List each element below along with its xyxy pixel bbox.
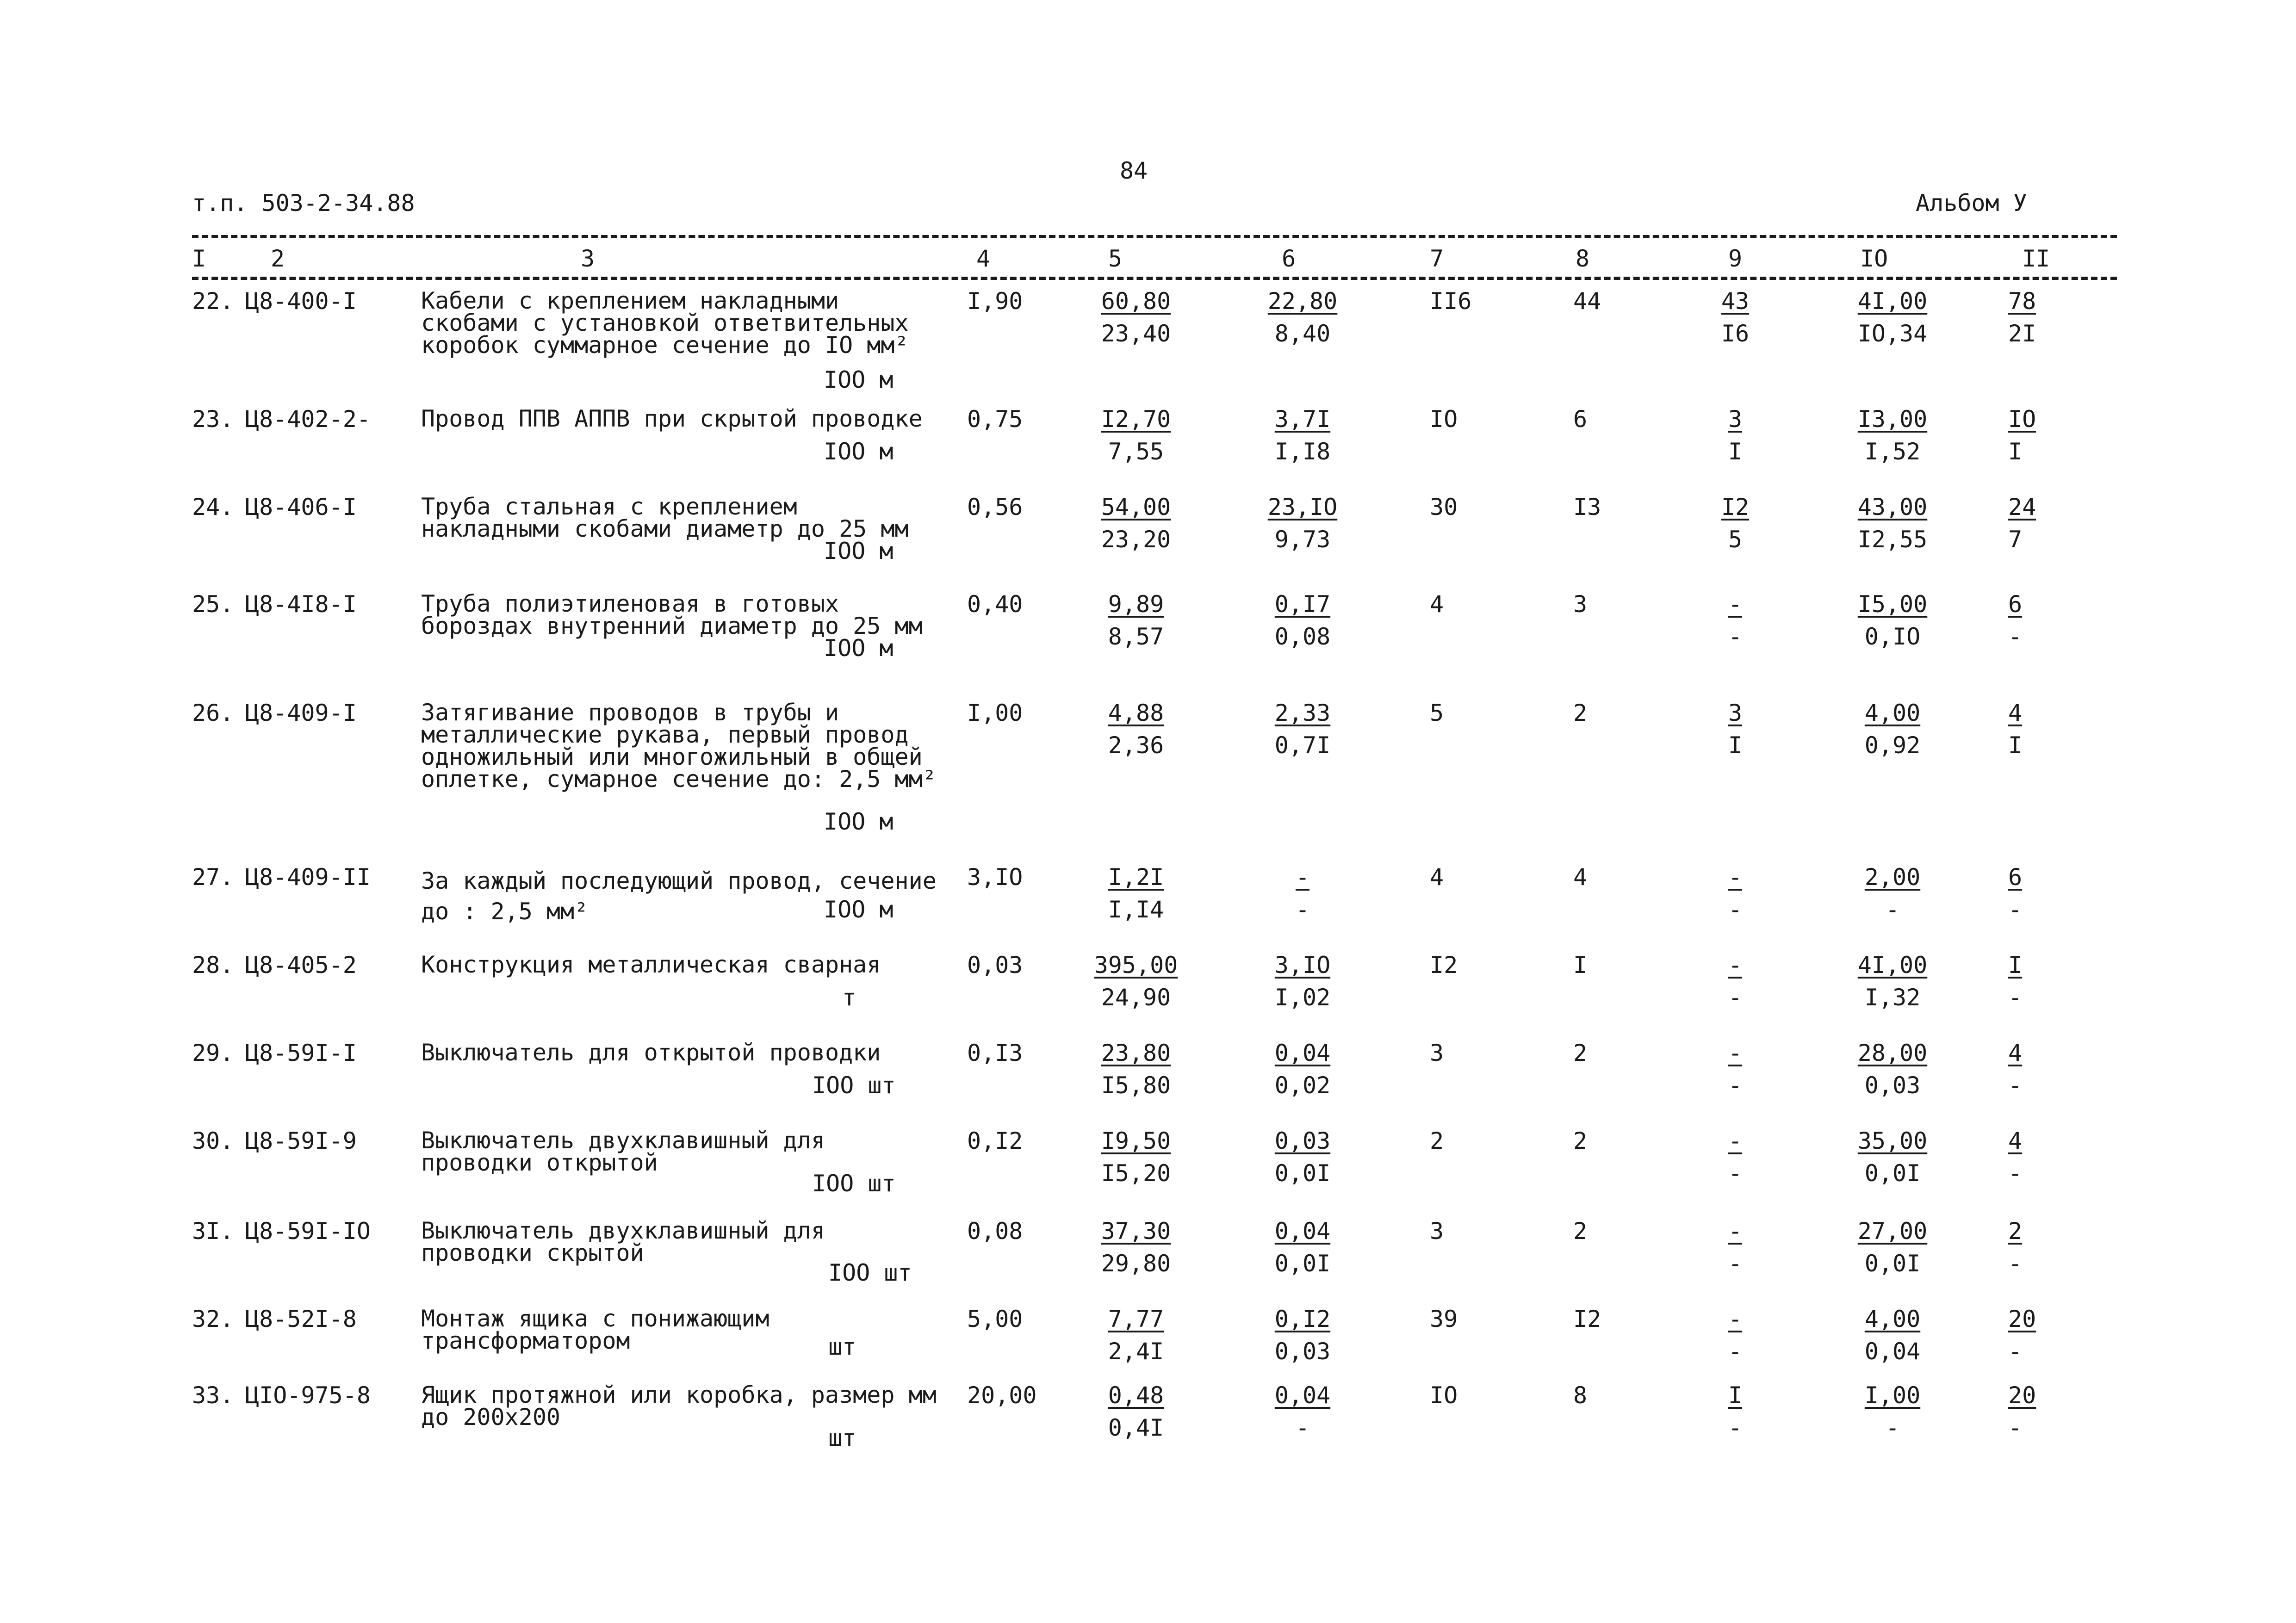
work-description: Выключатель двухклавишный для проводки скрытой [421, 1217, 825, 1266]
cell-col5: I,2I I,I4 [1108, 864, 1164, 923]
col-number-7: 7 [1430, 245, 1444, 272]
cell-col11: IO I [2008, 406, 2036, 465]
cell-col6: 3,IO I,02 [1274, 952, 1331, 1011]
measure-unit: IOO м [824, 438, 894, 465]
cell-col6: 22,80 8,40 [1267, 288, 1338, 347]
cell-col4: I,00 [967, 700, 1023, 726]
cell-col5: 4,88 2,36 [1108, 700, 1164, 759]
row-number: 30. [192, 1127, 234, 1154]
table-row [0, 1029, 2296, 1117]
cell-col4: 0,40 [967, 591, 1023, 618]
table-row [0, 1208, 2296, 1295]
work-description: Труба полиэтиленовая в готовых бороздах внутренний диаметр до 25 мм [421, 590, 923, 639]
work-description: Ящик протяжной или коробка, размер мм до 200х200 [421, 1381, 937, 1431]
cell-col11: 4 - [2008, 1040, 2023, 1099]
cell-col5: 395,00 24,90 [1094, 952, 1178, 1011]
cell-col8: I2 [1573, 1306, 1601, 1332]
table-row [0, 396, 2296, 483]
cell-col5: I2,70 7,55 [1101, 406, 1171, 465]
cell-col5: 7,77 2,4I [1108, 1306, 1164, 1365]
measure-unit: IOO шт [812, 1170, 896, 1197]
cell-col4: 5,00 [967, 1306, 1023, 1332]
cell-col8: 2 [1573, 1218, 1588, 1245]
table-row [0, 854, 2296, 942]
cell-col8: 3 [1573, 591, 1588, 618]
work-description: Монтаж ящика с понижающим трансформатором [421, 1305, 769, 1354]
rate-code: Ц8-52I-8 [245, 1306, 357, 1332]
cell-col6: 0,04 0,02 [1274, 1040, 1331, 1099]
cell-col5: 23,80 I5,80 [1101, 1040, 1171, 1099]
cell-col10: 4I,00 IO,34 [1857, 288, 1928, 347]
cell-col9: - - [1728, 1040, 1743, 1099]
cell-col7: 30 [1430, 494, 1458, 520]
cell-col8: 8 [1573, 1382, 1588, 1409]
cell-col5: 54,00 23,20 [1101, 494, 1171, 553]
measure-unit: IOO м [824, 366, 894, 393]
col-number-6: 6 [1282, 245, 1296, 272]
cell-col8: I [1573, 952, 1588, 979]
cell-col10: 2,00 - [1864, 864, 1921, 923]
rate-code: Ц8-409-II [245, 864, 371, 891]
cell-col11: 6 - [2008, 864, 2023, 923]
cell-col7: 2 [1430, 1127, 1444, 1154]
cell-col8: I3 [1573, 494, 1601, 520]
cell-col6: 3,7I I,I8 [1274, 406, 1331, 465]
row-number: 23. [192, 406, 234, 433]
work-description: Труба стальная с креплением накладными скобами диаметр до 25 мм [421, 493, 909, 542]
row-number: 3I. [192, 1218, 234, 1245]
row-number: 32. [192, 1306, 234, 1332]
cell-col9: - - [1728, 864, 1743, 923]
cell-col8: 2 [1573, 1127, 1588, 1154]
rate-code: Ц8-4I8-I [245, 591, 357, 618]
rate-code: Ц8-402-2- [245, 406, 371, 433]
cell-col10: I,00 - [1864, 1382, 1921, 1441]
page-number: 84 [1120, 157, 1148, 184]
rate-code: Ц8-405-2 [245, 952, 357, 979]
cell-col8: 2 [1573, 700, 1588, 726]
rate-code: Ц8-400-I [245, 288, 357, 315]
table-row [0, 278, 2296, 396]
measure-unit: т [842, 984, 856, 1011]
measure-unit: IOO шт [812, 1072, 896, 1099]
cell-col9: - - [1728, 591, 1743, 650]
table-row [0, 1295, 2296, 1372]
row-number: 33. [192, 1382, 234, 1409]
cell-col10: 4I,00 I,32 [1857, 952, 1928, 1011]
cell-col7: I2 [1430, 952, 1458, 979]
cell-col10: 43,00 I2,55 [1857, 494, 1928, 553]
cell-col7: 5 [1430, 700, 1444, 726]
cell-col7: IO [1430, 406, 1458, 433]
rate-code: Ц8-406-I [245, 494, 357, 520]
cell-col11: I - [2008, 952, 2023, 1011]
cell-col7: 39 [1430, 1306, 1458, 1332]
cell-col11: 20 - [2008, 1306, 2036, 1365]
cell-col6: 0,I7 0,08 [1274, 591, 1331, 650]
cell-col4: 0,I3 [967, 1040, 1023, 1066]
rate-code: Ц8-59I-I [245, 1040, 357, 1066]
rate-code: Ц8-59I-IO [245, 1218, 371, 1245]
cell-col10: 27,00 0,0I [1857, 1218, 1928, 1277]
cell-col6: - - [1295, 864, 1310, 923]
cell-col11: 2 - [2008, 1218, 2023, 1277]
cell-col4: 0,08 [967, 1218, 1023, 1245]
cell-col5: 37,30 29,80 [1101, 1218, 1171, 1277]
col-number-2: 2 [271, 245, 285, 272]
work-description: Провод ППВ АППВ при скрытой проводке [421, 405, 923, 432]
cell-col9: I2 5 [1721, 494, 1750, 553]
measure-unit: шт [828, 1425, 856, 1451]
col-number-5: 5 [1108, 245, 1123, 272]
cell-col8: 6 [1573, 406, 1588, 433]
measure-unit: шт [828, 1333, 856, 1360]
cell-col10: I5,00 0,IO [1857, 591, 1928, 650]
cell-col5: 60,80 23,40 [1101, 288, 1171, 347]
cell-col6: 0,03 0,0I [1274, 1127, 1331, 1187]
row-number: 25. [192, 591, 234, 618]
work-description: Конструкция металлическая сварная [421, 951, 881, 978]
cell-col5: 0,48 0,4I [1108, 1382, 1164, 1441]
rate-code: Ц8-409-I [245, 700, 357, 726]
measure-unit: IOO м [824, 635, 894, 662]
cell-col11: 4 I [2008, 700, 2023, 759]
col-number-11: II [2022, 245, 2050, 272]
cell-col11: 78 2I [2008, 288, 2036, 347]
cell-col4: 20,00 [967, 1382, 1037, 1409]
cell-col4: 0,03 [967, 952, 1023, 979]
cell-col7: IO [1430, 1382, 1458, 1409]
col-number-10: IO [1860, 245, 1888, 272]
row-number: 26. [192, 700, 234, 726]
table-row [0, 581, 2296, 689]
cell-col6: 0,04 0,0I [1274, 1218, 1331, 1277]
col-number-1: I [192, 245, 206, 272]
cell-col5: I9,50 I5,20 [1101, 1127, 1171, 1187]
cell-col4: 3,IO [967, 864, 1023, 891]
cell-col10: 4,00 0,92 [1864, 700, 1921, 759]
measure-unit: IOO шт [828, 1259, 912, 1286]
row-number: 22. [192, 288, 234, 315]
col-number-3: 3 [581, 245, 595, 272]
cell-col11: 20 - [2008, 1382, 2036, 1441]
cell-col8: 2 [1573, 1040, 1588, 1066]
row-number: 28. [192, 952, 234, 979]
table-row [0, 689, 2296, 854]
col-number-9: 9 [1728, 245, 1743, 272]
cell-col9: I - [1728, 1382, 1743, 1441]
cell-col9: 3 I [1728, 406, 1743, 465]
cell-col7: 4 [1430, 591, 1444, 618]
work-description: За каждый последующий провод, сечение до : 2,5 мм² [421, 867, 937, 925]
cell-col9: 43 I6 [1721, 288, 1750, 347]
cell-col8: 4 [1573, 864, 1588, 891]
col-number-8: 8 [1576, 245, 1590, 272]
work-description: Выключатель для открытой проводки [421, 1039, 881, 1066]
measure-unit: IOO м [824, 538, 894, 564]
header-top-rule [192, 235, 2117, 238]
row-number: 27. [192, 864, 234, 891]
album-label: Альбом У [1916, 190, 2027, 217]
cell-col6: 2,33 0,7I [1274, 700, 1331, 759]
table-row [0, 483, 2296, 581]
cell-col7: II6 [1430, 288, 1472, 315]
cell-col11: 24 7 [2008, 494, 2036, 553]
doc-code: т.п. 503-2-34.88 [192, 190, 415, 217]
cell-col4: 0,75 [967, 406, 1023, 433]
cell-col4: I,90 [967, 288, 1023, 315]
estimate-table [0, 278, 2296, 1464]
cell-col4: 0,I2 [967, 1127, 1023, 1154]
work-description: Кабели с креплением накладными скобами с установкой ответвительных коробок суммарное сечение до IO мм² [421, 287, 909, 359]
table-row [0, 942, 2296, 1029]
table-row [0, 1372, 2296, 1464]
cell-col7: 3 [1430, 1040, 1444, 1066]
cell-col10: 28,00 0,03 [1857, 1040, 1928, 1099]
cell-col9: - - [1728, 952, 1743, 1011]
cell-col9: - - [1728, 1306, 1743, 1365]
cell-col10: 35,00 0,0I [1857, 1127, 1928, 1187]
rate-code: ЦIO-975-8 [245, 1382, 371, 1409]
cell-col9: 3 I [1728, 700, 1743, 759]
cell-col9: - - [1728, 1218, 1743, 1277]
cell-col6: 0,I2 0,03 [1274, 1306, 1331, 1365]
cell-col5: 9,89 8,57 [1108, 591, 1164, 650]
cell-col8: 44 [1573, 288, 1601, 315]
cell-col6: 0,04 - [1274, 1382, 1331, 1441]
work-description: Затягивание проводов в трубы и металлические рукава, первый провод одножильный или многожильный в общей оплетке, сумарное сечение до: 2,5 мм² [421, 699, 937, 793]
cell-col11: 4 - [2008, 1127, 2023, 1187]
cell-col11: 6 - [2008, 591, 2023, 650]
cell-col6: 23,IO 9,73 [1267, 494, 1338, 553]
cell-col9: - - [1728, 1127, 1743, 1187]
table-row [0, 1117, 2296, 1208]
rate-code: Ц8-59I-9 [245, 1127, 357, 1154]
measure-unit: IOO м [824, 808, 894, 835]
col-number-4: 4 [976, 245, 991, 272]
cell-col7: 3 [1430, 1218, 1444, 1245]
cell-col10: I3,00 I,52 [1857, 406, 1928, 465]
cell-col7: 4 [1430, 864, 1444, 891]
row-number: 29. [192, 1040, 234, 1066]
work-description: Выключатель двухклавишный для проводки открытой [421, 1127, 825, 1176]
measure-unit: IOO м [824, 896, 894, 923]
cell-col10: 4,00 0,04 [1864, 1306, 1921, 1365]
cell-col4: 0,56 [967, 494, 1023, 520]
row-number: 24. [192, 494, 234, 520]
